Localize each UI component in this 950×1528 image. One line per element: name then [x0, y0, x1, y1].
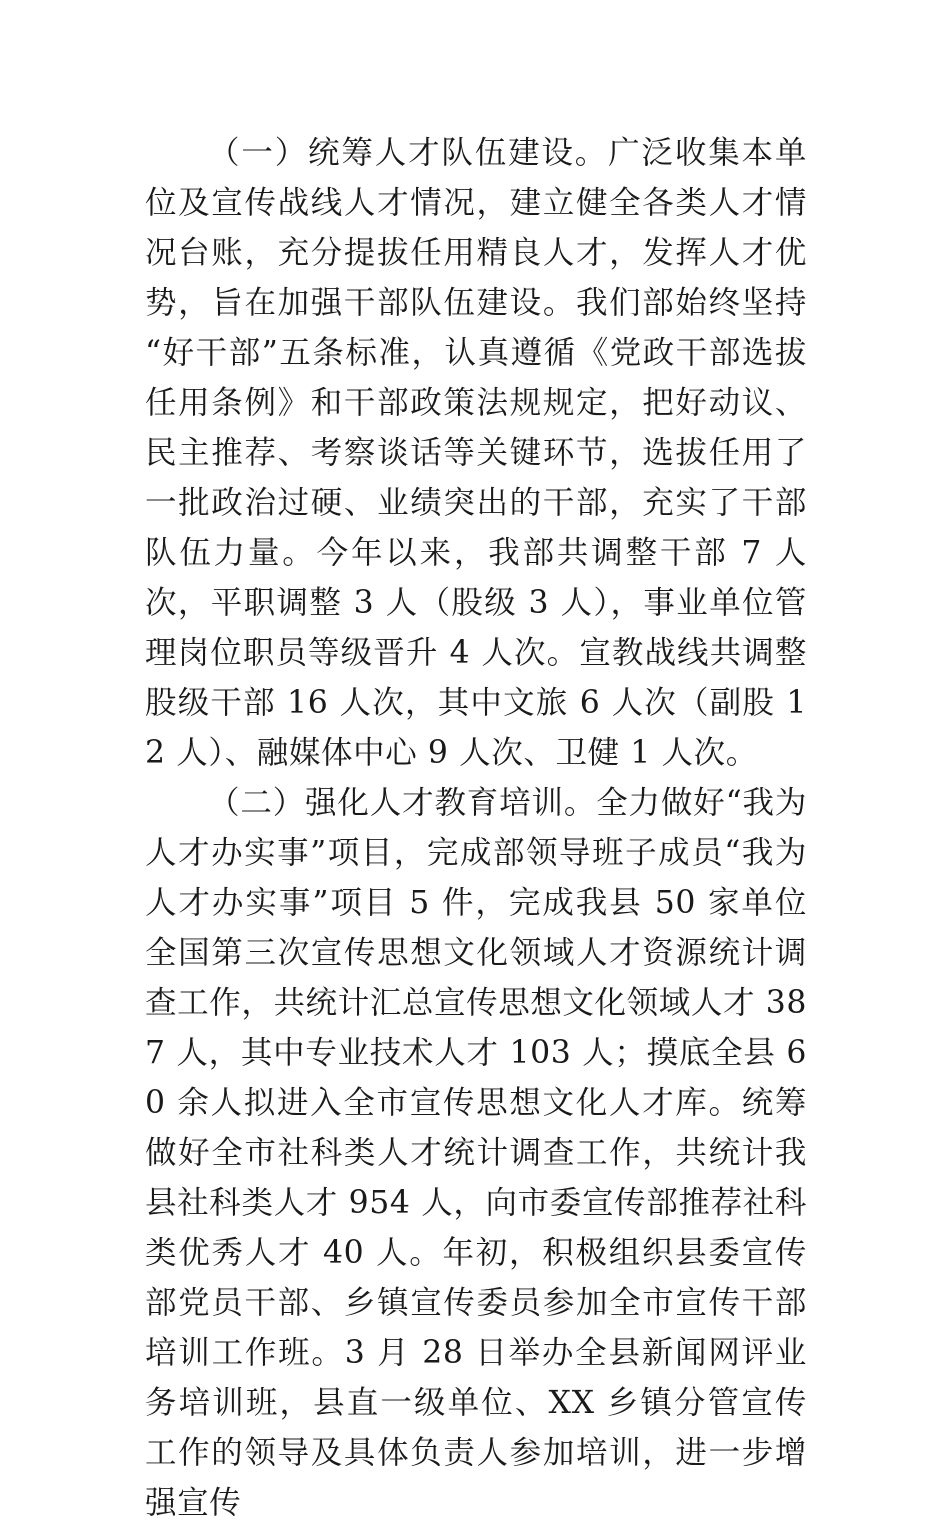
- document-body: [145, 128, 807, 1528]
- paragraph-section-one: （一）统筹人才队伍建设。广泛收集本单位及宣传战线人才情况，建立健全各类人才情况台账，充分提拔任用精良人才，发挥人才优势，旨在加强干部队伍建设。我们部始终坚持“好干部”五条标准，认真遵循《党政干部选拔任用条例》和干部政策法规规定，把好动议、民主推荐、考察谈话等关键环节，选拔任用了一批政治过硬、业绩突出的干部，充实了干部队伍力量。今年以来，我部共调整干部 7 人次，平职调整 3 人（股级 3 人），事业单位管理岗位职员等级晋升 4 人次。宣教战线共调整股级干部 16 人次，其中文旅 6 人次（副股 12 人）、融媒体中心 9 人次、卫健 1 人次。: [145, 135, 807, 771]
- paragraph-section-two: （二）强化人才教育培训。全力做好“我为人才办实事”项目，完成部领导班子成员“我为人才办实事”项目 5 件，完成我县 50 家单位全国第三次宣传思想文化领域人才资源统计调查工作，共统计汇总宣传思想文化领域人才 387 人，其中专业技术人才 103 人；摸底全县 60 余人拟进入全市宣传思想文化人才库。统筹做好全市社科类人才统计调查工作，共统计我县社科类人才 954 人，向市委宣传部推荐社科类优秀人才 40 人。年初，积极组织县委宣传部党员干部、乡镇宣传委员参加全市宣传干部培训工作班。3 月 28 日举办全县新闻网评业务培训班，县直一级单位、XX 乡镇分管宣传工作的领导及具体负责人参加培训，进一步增强宣传: [145, 785, 807, 1521]
